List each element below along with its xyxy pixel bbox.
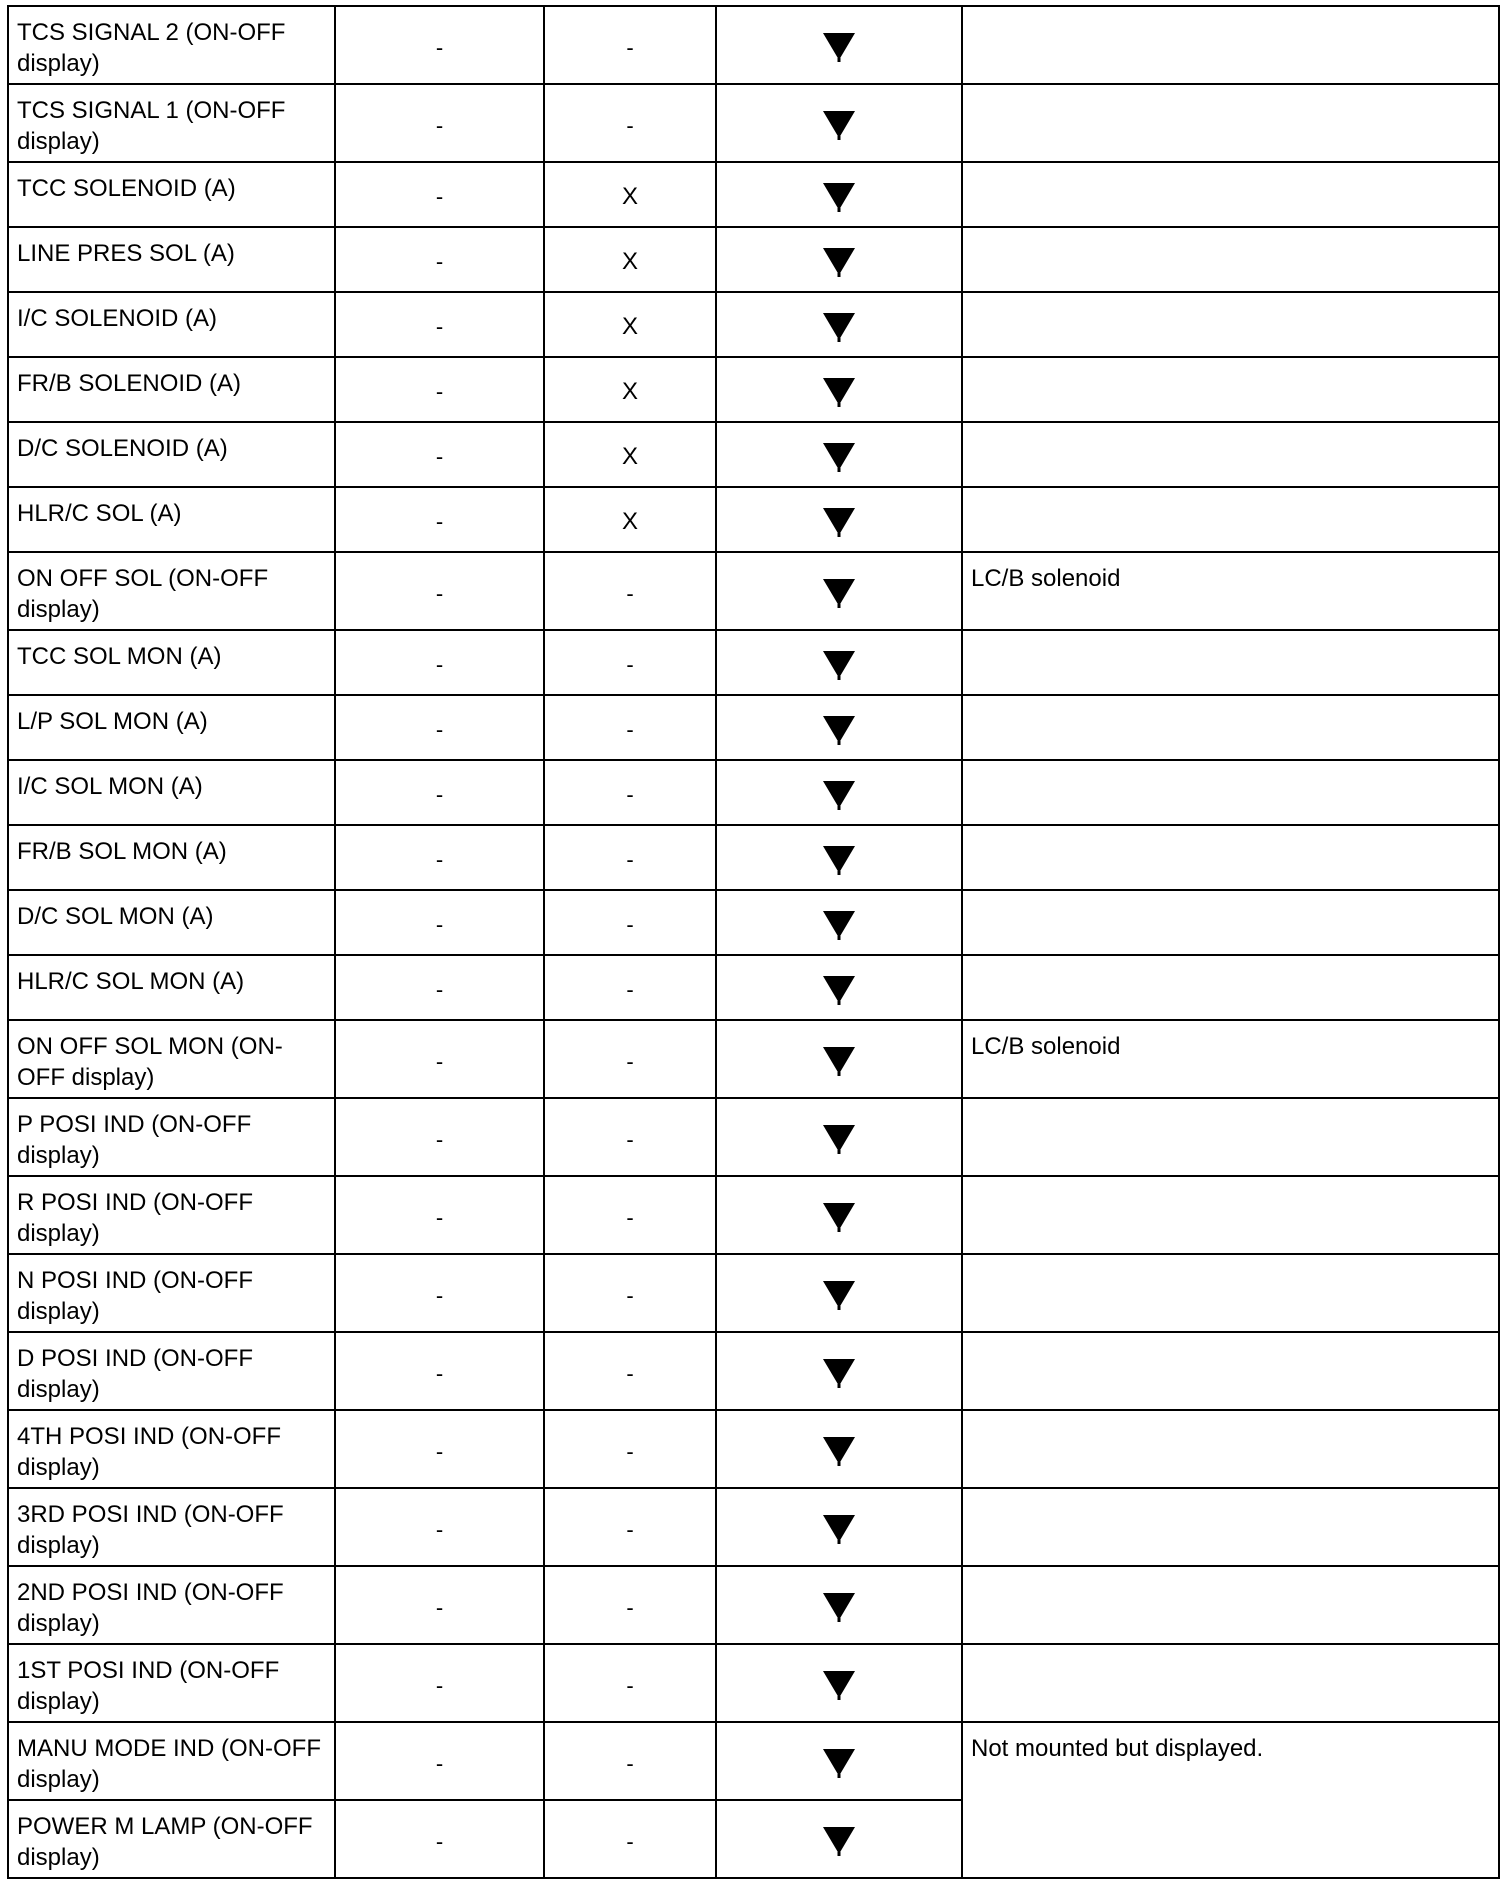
note-cell: [962, 1332, 1499, 1410]
indicator-cell: [716, 1488, 962, 1566]
col3-cell: X: [544, 292, 716, 357]
triangle-down-icon: [822, 246, 856, 278]
col2-cell: -: [335, 1722, 544, 1800]
col3-cell: X: [544, 487, 716, 552]
table-row: [8, 552, 1499, 630]
triangle-down-icon: [822, 1513, 856, 1545]
table-row: [8, 1722, 1499, 1800]
indicator-cell: [716, 487, 962, 552]
triangle-down-icon: [822, 1357, 856, 1389]
col3-cell: -: [544, 1800, 716, 1878]
col3-cell: -: [544, 1332, 716, 1410]
col3-cell: X: [544, 357, 716, 422]
item-name-cell: 3RD POSI IND (ON-OFF display): [8, 1488, 335, 1566]
item-name-cell: D/C SOL MON (A): [8, 890, 335, 955]
item-name-cell: FR/B SOLENOID (A): [8, 357, 335, 422]
col2-cell: -: [335, 630, 544, 695]
indicator-cell: [716, 760, 962, 825]
indicator-cell: [716, 1098, 962, 1176]
indicator-cell: [716, 825, 962, 890]
table-row: [8, 227, 1499, 292]
col3-cell: -: [544, 1722, 716, 1800]
col2-cell: -: [335, 1332, 544, 1410]
note-cell: [962, 890, 1499, 955]
col2-cell: -: [335, 487, 544, 552]
triangle-down-icon: [822, 1435, 856, 1467]
col3-cell: X: [544, 162, 716, 227]
triangle-down-icon: [822, 1825, 856, 1857]
triangle-down-icon: [822, 1669, 856, 1701]
col3-cell: -: [544, 955, 716, 1020]
indicator-cell: [716, 162, 962, 227]
triangle-down-icon: [822, 779, 856, 811]
item-name-cell: 2ND POSI IND (ON-OFF display): [8, 1566, 335, 1644]
col2-cell: -: [335, 1410, 544, 1488]
triangle-down-icon: [822, 311, 856, 343]
col2-cell: -: [335, 1800, 544, 1878]
triangle-down-icon: [822, 181, 856, 213]
table-row: [8, 1098, 1499, 1176]
note-cell: [962, 695, 1499, 760]
indicator-cell: [716, 1566, 962, 1644]
col3-cell: -: [544, 1566, 716, 1644]
item-name-cell: 1ST POSI IND (ON-OFF display): [8, 1644, 335, 1722]
table-row: [8, 1020, 1499, 1098]
note-cell: [962, 630, 1499, 695]
table-row: [8, 1254, 1499, 1332]
item-name-cell: N POSI IND (ON-OFF display): [8, 1254, 335, 1332]
note-cell: [962, 357, 1499, 422]
note-cell: LC/B solenoid: [962, 552, 1499, 630]
item-name-cell: R POSI IND (ON-OFF display): [8, 1176, 335, 1254]
note-cell: [962, 422, 1499, 487]
note-cell: [962, 227, 1499, 292]
triangle-down-icon: [822, 714, 856, 746]
item-name-cell: L/P SOL MON (A): [8, 695, 335, 760]
item-name-cell: TCC SOLENOID (A): [8, 162, 335, 227]
triangle-down-icon: [822, 909, 856, 941]
triangle-down-icon: [822, 1591, 856, 1623]
indicator-cell: [716, 1254, 962, 1332]
table-row: [8, 955, 1499, 1020]
indicator-cell: [716, 955, 962, 1020]
item-name-cell: FR/B SOL MON (A): [8, 825, 335, 890]
note-cell: [962, 6, 1499, 84]
table-body: [8, 6, 1499, 1878]
col2-cell: -: [335, 292, 544, 357]
item-name-cell: TCS SIGNAL 2 (ON-OFF display): [8, 6, 335, 84]
table-row: [8, 1488, 1499, 1566]
note-cell: Not mounted but displayed.: [962, 1722, 1499, 1878]
table-row: [8, 487, 1499, 552]
col2-cell: -: [335, 6, 544, 84]
item-name-cell: I/C SOLENOID (A): [8, 292, 335, 357]
indicator-cell: [716, 84, 962, 162]
note-cell: [962, 1644, 1499, 1722]
note-cell: [962, 162, 1499, 227]
col2-cell: -: [335, 955, 544, 1020]
table-row: [8, 1566, 1499, 1644]
triangle-down-icon: [822, 109, 856, 141]
table-row: [8, 630, 1499, 695]
indicator-cell: [716, 1332, 962, 1410]
table-row: [8, 695, 1499, 760]
table-row: [8, 1332, 1499, 1410]
col2-cell: -: [335, 890, 544, 955]
note-cell: [962, 1410, 1499, 1488]
note-cell: [962, 292, 1499, 357]
triangle-down-icon: [822, 31, 856, 63]
triangle-down-icon: [822, 1123, 856, 1155]
note-cell: [962, 84, 1499, 162]
col3-cell: -: [544, 825, 716, 890]
indicator-cell: [716, 357, 962, 422]
col3-cell: -: [544, 760, 716, 825]
col2-cell: -: [335, 552, 544, 630]
table-row: [8, 357, 1499, 422]
item-name-cell: 4TH POSI IND (ON-OFF display): [8, 1410, 335, 1488]
table-row: [8, 760, 1499, 825]
table-row: [8, 6, 1499, 84]
table-row: [8, 162, 1499, 227]
item-name-cell: TCC SOL MON (A): [8, 630, 335, 695]
col2-cell: -: [335, 1020, 544, 1098]
item-name-cell: POWER M LAMP (ON-OFF display): [8, 1800, 335, 1878]
item-name-cell: D POSI IND (ON-OFF display): [8, 1332, 335, 1410]
item-name-cell: LINE PRES SOL (A): [8, 227, 335, 292]
item-name-cell: MANU MODE IND (ON-OFF display): [8, 1722, 335, 1800]
col3-cell: -: [544, 1020, 716, 1098]
table-row: [8, 1644, 1499, 1722]
triangle-down-icon: [822, 844, 856, 876]
note-cell: [962, 1176, 1499, 1254]
indicator-cell: [716, 227, 962, 292]
note-cell: [962, 955, 1499, 1020]
note-cell: [962, 760, 1499, 825]
note-cell: LC/B solenoid: [962, 1020, 1499, 1098]
col3-cell: -: [544, 695, 716, 760]
col3-cell: -: [544, 1254, 716, 1332]
triangle-down-icon: [822, 1279, 856, 1311]
item-name-cell: I/C SOL MON (A): [8, 760, 335, 825]
col2-cell: -: [335, 760, 544, 825]
col2-cell: -: [335, 1644, 544, 1722]
item-name-cell: TCS SIGNAL 1 (ON-OFF display): [8, 84, 335, 162]
table-row: [8, 825, 1499, 890]
col2-cell: -: [335, 1254, 544, 1332]
col3-cell: -: [544, 1488, 716, 1566]
item-name-cell: P POSI IND (ON-OFF display): [8, 1098, 335, 1176]
note-cell: [962, 1566, 1499, 1644]
table-row: [8, 1176, 1499, 1254]
col2-cell: -: [335, 825, 544, 890]
col3-cell: -: [544, 552, 716, 630]
item-name-cell: HLR/C SOL MON (A): [8, 955, 335, 1020]
col3-cell: -: [544, 1644, 716, 1722]
triangle-down-icon: [822, 577, 856, 609]
table-row: [8, 292, 1499, 357]
data-monitor-table: [7, 5, 1500, 1879]
indicator-cell: [716, 1020, 962, 1098]
note-cell: [962, 487, 1499, 552]
triangle-down-icon: [822, 441, 856, 473]
indicator-cell: [716, 630, 962, 695]
col2-cell: -: [335, 1176, 544, 1254]
triangle-down-icon: [822, 649, 856, 681]
triangle-down-icon: [822, 376, 856, 408]
table-row: [8, 1410, 1499, 1488]
item-name-cell: D/C SOLENOID (A): [8, 422, 335, 487]
table-row: [8, 84, 1499, 162]
note-cell: [962, 1098, 1499, 1176]
col2-cell: -: [335, 227, 544, 292]
note-cell: [962, 1488, 1499, 1566]
table-row: [8, 422, 1499, 487]
triangle-down-icon: [822, 1747, 856, 1779]
col2-cell: -: [335, 1098, 544, 1176]
triangle-down-icon: [822, 506, 856, 538]
col3-cell: -: [544, 6, 716, 84]
col2-cell: -: [335, 695, 544, 760]
item-name-cell: HLR/C SOL (A): [8, 487, 335, 552]
indicator-cell: [716, 292, 962, 357]
col2-cell: -: [335, 162, 544, 227]
triangle-down-icon: [822, 1045, 856, 1077]
table-row: [8, 890, 1499, 955]
indicator-cell: [716, 6, 962, 84]
col3-cell: -: [544, 890, 716, 955]
indicator-cell: [716, 1176, 962, 1254]
indicator-cell: [716, 422, 962, 487]
col2-cell: -: [335, 357, 544, 422]
indicator-cell: [716, 695, 962, 760]
indicator-cell: [716, 1410, 962, 1488]
item-name-cell: ON OFF SOL MON (ON-OFF display): [8, 1020, 335, 1098]
col3-cell: -: [544, 1176, 716, 1254]
item-name-cell: ON OFF SOL (ON-OFF display): [8, 552, 335, 630]
indicator-cell: [716, 1644, 962, 1722]
col2-cell: -: [335, 84, 544, 162]
col2-cell: -: [335, 1566, 544, 1644]
indicator-cell: [716, 1722, 962, 1800]
col3-cell: -: [544, 84, 716, 162]
indicator-cell: [716, 890, 962, 955]
note-cell: [962, 1254, 1499, 1332]
indicator-cell: [716, 552, 962, 630]
col3-cell: -: [544, 1098, 716, 1176]
col3-cell: X: [544, 422, 716, 487]
col3-cell: -: [544, 1410, 716, 1488]
col2-cell: -: [335, 1488, 544, 1566]
indicator-cell: [716, 1800, 962, 1878]
triangle-down-icon: [822, 1201, 856, 1233]
triangle-down-icon: [822, 974, 856, 1006]
col3-cell: X: [544, 227, 716, 292]
col3-cell: -: [544, 630, 716, 695]
col2-cell: -: [335, 422, 544, 487]
note-cell: [962, 825, 1499, 890]
